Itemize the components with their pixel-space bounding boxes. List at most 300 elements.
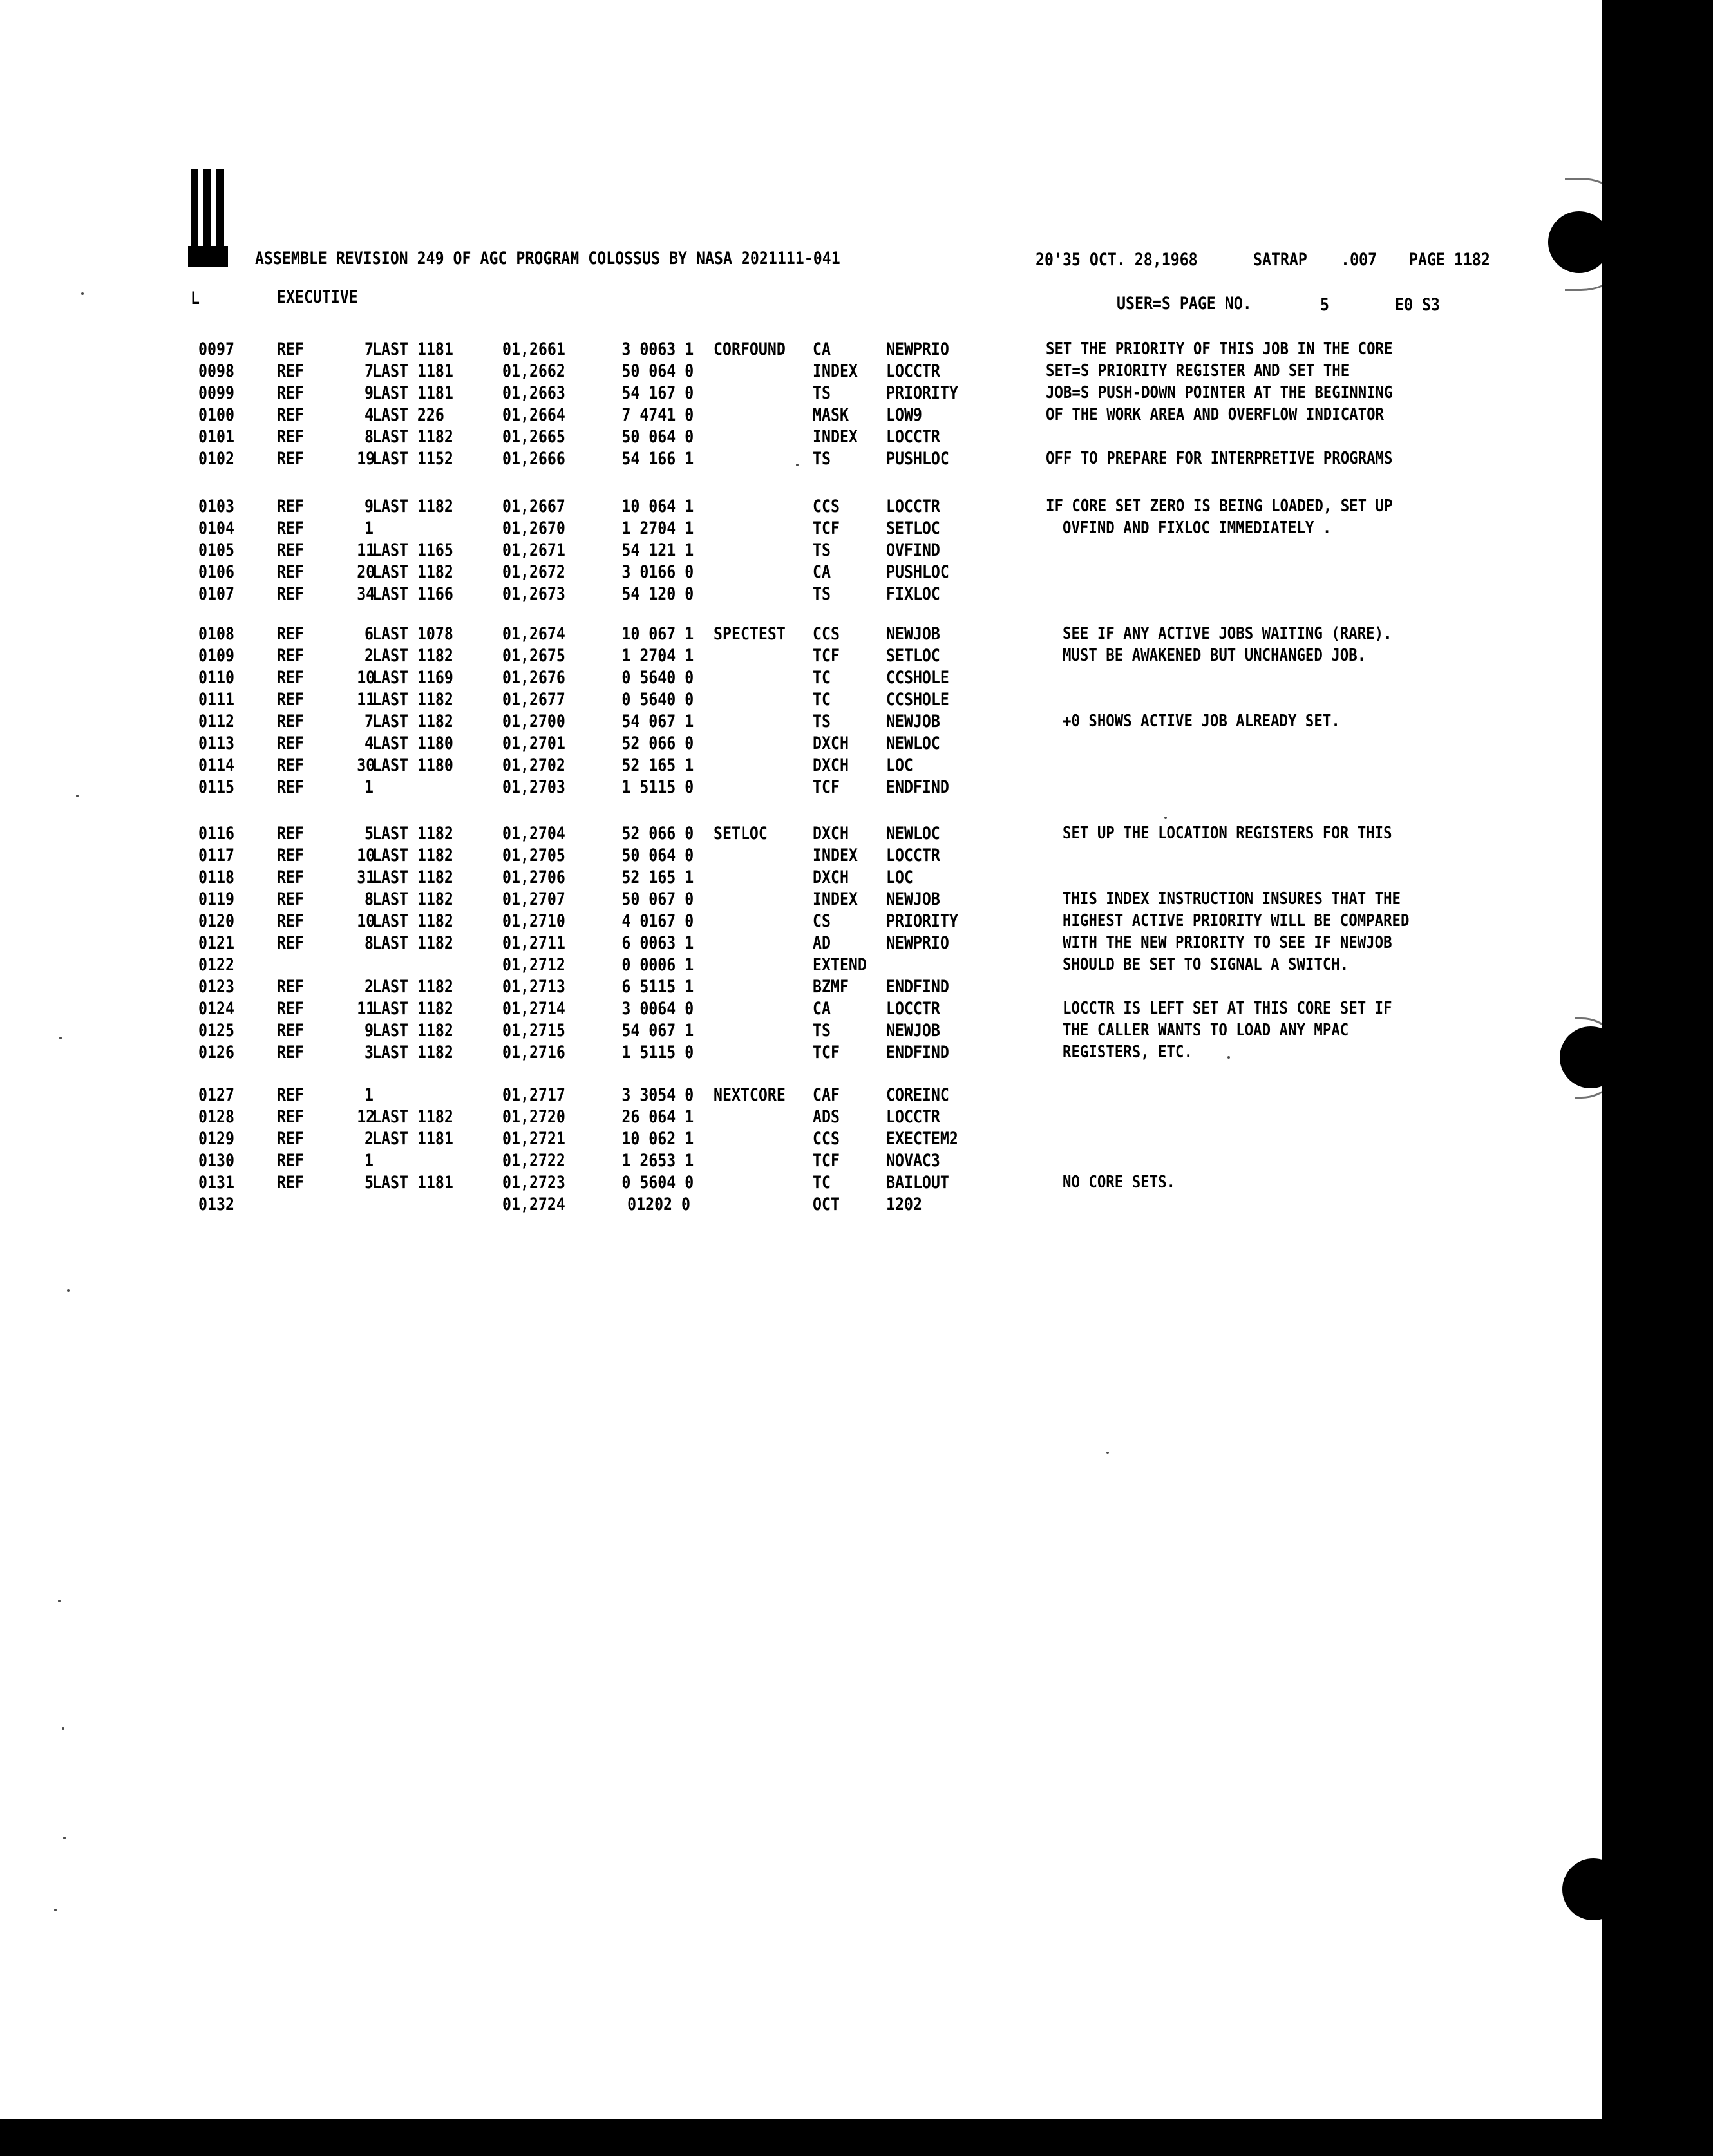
opcode: CA xyxy=(813,999,831,1019)
address: 01,2713 xyxy=(502,977,565,997)
comment-line: OFF TO PREPARE FOR INTERPRETIVE PROGRAMS xyxy=(1046,449,1393,468)
last-ref: LAST 1181 xyxy=(372,339,453,359)
line-number: 0125 xyxy=(198,1021,234,1041)
opcode: TS xyxy=(813,540,831,560)
ref-count: 11 xyxy=(357,690,375,710)
address: 01,2672 xyxy=(502,562,565,582)
line-number: 0098 xyxy=(198,361,234,381)
comment-line: +0 SHOWS ACTIVE JOB ALREADY SET. xyxy=(1063,712,1340,731)
address: 01,2721 xyxy=(502,1129,565,1149)
ref-count: 9 xyxy=(364,1021,374,1041)
ref-tag: REF xyxy=(277,733,304,753)
last-ref: LAST 1180 xyxy=(372,733,453,753)
last-ref: LAST 1182 xyxy=(372,867,453,887)
line-number: 0122 xyxy=(198,955,234,975)
opcode: TC xyxy=(813,690,831,710)
last-ref: LAST 1182 xyxy=(372,562,453,582)
ref-tag: REF xyxy=(277,977,304,997)
ref-count: 3 xyxy=(364,1043,374,1063)
ref-tag: REF xyxy=(277,911,304,931)
last-ref: LAST 1181 xyxy=(372,1129,453,1149)
opcode: CA xyxy=(813,562,831,582)
opcode: DXCH xyxy=(813,867,849,887)
comment-line: WITH THE NEW PRIORITY TO SEE IF NEWJOB xyxy=(1063,933,1392,952)
opcode: TS xyxy=(813,1021,831,1041)
ref-count: 34 xyxy=(357,584,375,604)
address: 01,2717 xyxy=(502,1085,565,1105)
opcode: CS xyxy=(813,911,831,931)
opcode: TCF xyxy=(813,1043,840,1063)
ref-tag: REF xyxy=(277,1129,304,1149)
operand: NOVAC3 xyxy=(886,1151,940,1171)
line-number: 0110 xyxy=(198,668,234,688)
listing-page-label: PAGE 1182 xyxy=(1409,250,1490,270)
operand: NEWLOC xyxy=(886,824,940,844)
last-ref: LAST 1181 xyxy=(372,1173,453,1193)
ref-count: 2 xyxy=(364,977,374,997)
octal-code: 4 0167 0 xyxy=(621,911,694,931)
line-number: 0116 xyxy=(198,824,234,844)
line-number: 0118 xyxy=(198,867,234,887)
line-number: 0117 xyxy=(198,846,234,865)
ref-tag: REF xyxy=(277,824,304,844)
operand: 1202 xyxy=(886,1195,922,1215)
address: 01,2716 xyxy=(502,1043,565,1063)
comment-line: OVFIND AND FIXLOC IMMEDIATELY . xyxy=(1063,518,1332,538)
address: 01,2675 xyxy=(502,646,565,666)
address: 01,2714 xyxy=(502,999,565,1019)
address: 01,2706 xyxy=(502,867,565,887)
opcode: INDEX xyxy=(813,889,858,909)
opcode: MASK xyxy=(813,405,849,425)
opcode: BZMF xyxy=(813,977,849,997)
operand: PRIORITY xyxy=(886,911,958,931)
octal-code: 54 167 0 xyxy=(621,383,694,403)
octal-code: 52 165 1 xyxy=(621,867,694,887)
opcode: TC xyxy=(813,668,831,688)
address: 01,2676 xyxy=(502,668,565,688)
ref-tag: REF xyxy=(277,1021,304,1041)
octal-code: 54 120 0 xyxy=(621,584,694,604)
octal-code: 52 165 1 xyxy=(621,755,694,775)
operand: NEWJOB xyxy=(886,889,940,909)
octal-code: 50 064 0 xyxy=(621,361,694,381)
punch-hole-bottom xyxy=(1562,1858,1624,1920)
symbol-label: SETLOC xyxy=(714,824,768,844)
last-ref: LAST 1180 xyxy=(372,755,453,775)
ref-tag: REF xyxy=(277,339,304,359)
ref-count: 7 xyxy=(364,361,374,381)
opcode: CCS xyxy=(813,496,840,516)
octal-code: 26 064 1 xyxy=(621,1107,694,1127)
last-ref: LAST 1182 xyxy=(372,977,453,997)
ref-count: 1 xyxy=(364,777,374,797)
opcode: TC xyxy=(813,1173,831,1193)
opcode: CA xyxy=(813,339,831,359)
octal-code: 10 064 1 xyxy=(621,496,694,516)
user-page-number: 5 xyxy=(1320,295,1329,315)
operand: PUSHLOC xyxy=(886,449,949,469)
opcode: AD xyxy=(813,933,831,953)
line-number: 0112 xyxy=(198,712,234,732)
line-number: 0107 xyxy=(198,584,234,604)
octal-code: 1 2704 1 xyxy=(621,518,694,538)
comment-line: JOB=S PUSH-DOWN POINTER AT THE BEGINNING xyxy=(1046,383,1393,402)
ref-count: 11 xyxy=(357,999,375,1019)
last-ref: LAST 1182 xyxy=(372,690,453,710)
last-ref: LAST 1182 xyxy=(372,999,453,1019)
ref-count: 6 xyxy=(364,624,374,644)
ref-count: 1 xyxy=(364,1151,374,1171)
comment-line: LOCCTR IS LEFT SET AT THIS CORE SET IF xyxy=(1063,999,1392,1018)
opcode: TCF xyxy=(813,646,840,666)
octal-code: 1 2653 1 xyxy=(621,1151,694,1171)
ref-count: 5 xyxy=(364,1173,374,1193)
operand: CCSHOLE xyxy=(886,690,949,710)
address: 01,2703 xyxy=(502,777,565,797)
address: 01,2710 xyxy=(502,911,565,931)
comment-line: MUST BE AWAKENED BUT UNCHANGED JOB. xyxy=(1063,646,1367,665)
line-number: 0097 xyxy=(198,339,234,359)
operand: PRIORITY xyxy=(886,383,958,403)
line-number: 0099 xyxy=(198,383,234,403)
listing-code: .007 xyxy=(1341,250,1377,270)
operand: ENDFIND xyxy=(886,977,949,997)
last-ref: LAST 1182 xyxy=(372,646,453,666)
section-marker: L xyxy=(191,288,200,308)
ref-tag: REF xyxy=(277,999,304,1019)
ref-count: 31 xyxy=(357,867,375,887)
opcode: TCF xyxy=(813,518,840,538)
last-ref: LAST 1078 xyxy=(372,624,453,644)
octal-code: 54 067 1 xyxy=(621,1021,694,1041)
operand: LOCCTR xyxy=(886,361,940,381)
last-ref: LAST 1182 xyxy=(372,911,453,931)
opcode: CCS xyxy=(813,1129,840,1149)
ref-tag: REF xyxy=(277,1085,304,1105)
octal-code: 3 3054 0 xyxy=(621,1085,694,1105)
opcode: INDEX xyxy=(813,846,858,865)
ref-tag: REF xyxy=(277,867,304,887)
address: 01,2720 xyxy=(502,1107,565,1127)
octal-code: 3 0063 1 xyxy=(621,339,694,359)
operand: FIXLOC xyxy=(886,584,940,604)
opcode: INDEX xyxy=(813,361,858,381)
line-number: 0108 xyxy=(198,624,234,644)
scan-border-right xyxy=(1602,0,1713,2156)
address: 01,2674 xyxy=(502,624,565,644)
comment-line: SHOULD BE SET TO SIGNAL A SWITCH. xyxy=(1063,955,1349,974)
line-number: 0113 xyxy=(198,733,234,753)
ref-tag: REF xyxy=(277,668,304,688)
last-ref: LAST 1182 xyxy=(372,846,453,865)
ref-tag: REF xyxy=(277,1173,304,1193)
operand: NEWPRIO xyxy=(886,339,949,359)
octal-code: 7 4741 0 xyxy=(621,405,694,425)
octal-code: 6 0063 1 xyxy=(621,933,694,953)
operand: NEWLOC xyxy=(886,733,940,753)
octal-code: 54 067 1 xyxy=(621,712,694,732)
line-number: 0121 xyxy=(198,933,234,953)
opcode: INDEX xyxy=(813,427,858,447)
line-number: 0106 xyxy=(198,562,234,582)
listing-ref: E0 S3 xyxy=(1395,295,1440,315)
octal-code: 50 067 0 xyxy=(621,889,694,909)
last-ref: LAST 1181 xyxy=(372,361,453,381)
line-number: 0111 xyxy=(198,690,234,710)
ref-tag: REF xyxy=(277,496,304,516)
operand: NEWJOB xyxy=(886,712,940,732)
octal-code: 01202 0 xyxy=(627,1195,690,1215)
ref-count: 5 xyxy=(364,824,374,844)
octal-code: 54 121 1 xyxy=(621,540,694,560)
octal-code: 52 066 0 xyxy=(621,733,694,753)
opcode: TCF xyxy=(813,1151,840,1171)
listing-title: ASSEMBLE REVISION 249 OF AGC PROGRAM COLOSSUS BY NASA 2021111-041 xyxy=(255,249,840,269)
ref-count: 10 xyxy=(357,911,375,931)
symbol-label: NEXTCORE xyxy=(714,1085,786,1105)
ref-tag: REF xyxy=(277,712,304,732)
address: 01,2722 xyxy=(502,1151,565,1171)
comment-line: SEE IF ANY ACTIVE JOBS WAITING (RARE). xyxy=(1063,624,1392,643)
ref-tag: REF xyxy=(277,518,304,538)
octal-code: 50 064 0 xyxy=(621,846,694,865)
opcode: TS xyxy=(813,712,831,732)
ref-count: 12 xyxy=(357,1107,375,1127)
octal-code: 10 067 1 xyxy=(621,624,694,644)
address: 01,2661 xyxy=(502,339,565,359)
ref-count: 1 xyxy=(364,518,374,538)
line-number: 0103 xyxy=(198,496,234,516)
last-ref: LAST 1182 xyxy=(372,1021,453,1041)
scan-border-bottom xyxy=(0,2119,1713,2156)
printer-mark-logo xyxy=(188,169,233,265)
opcode: TS xyxy=(813,383,831,403)
operand: CCSHOLE xyxy=(886,668,949,688)
line-number: 0105 xyxy=(198,540,234,560)
line-number: 0129 xyxy=(198,1129,234,1149)
line-number: 0119 xyxy=(198,889,234,909)
line-number: 0114 xyxy=(198,755,234,775)
address: 01,2702 xyxy=(502,755,565,775)
operand: LOCCTR xyxy=(886,1107,940,1127)
operand: LOC xyxy=(886,755,913,775)
line-number: 0131 xyxy=(198,1173,234,1193)
line-number: 0128 xyxy=(198,1107,234,1127)
line-number: 0123 xyxy=(198,977,234,997)
last-ref: LAST 1182 xyxy=(372,1043,453,1063)
opcode: CCS xyxy=(813,624,840,644)
opcode: EXTEND xyxy=(813,955,867,975)
last-ref: LAST 1182 xyxy=(372,712,453,732)
octal-code: 50 064 0 xyxy=(621,427,694,447)
operand: NEWPRIO xyxy=(886,933,949,953)
opcode: TCF xyxy=(813,777,840,797)
ref-count: 9 xyxy=(364,383,374,403)
address: 01,2704 xyxy=(502,824,565,844)
last-ref: LAST 1182 xyxy=(372,824,453,844)
operand: ENDFIND xyxy=(886,1043,949,1063)
ref-tag: REF xyxy=(277,540,304,560)
line-number: 0109 xyxy=(198,646,234,666)
comment-line: REGISTERS, ETC. xyxy=(1063,1043,1193,1062)
last-ref: LAST 1166 xyxy=(372,584,453,604)
operand: NEWJOB xyxy=(886,624,940,644)
ref-count: 8 xyxy=(364,427,374,447)
address: 01,2712 xyxy=(502,955,565,975)
symbol-label: SPECTEST xyxy=(714,624,786,644)
ref-tag: REF xyxy=(277,846,304,865)
address: 01,2673 xyxy=(502,584,565,604)
ref-count: 8 xyxy=(364,889,374,909)
ref-tag: REF xyxy=(277,427,304,447)
last-ref: LAST 226 xyxy=(372,405,444,425)
operand: LOCCTR xyxy=(886,846,940,865)
ref-count: 20 xyxy=(357,562,375,582)
octal-code: 1 2704 1 xyxy=(621,646,694,666)
ref-count: 19 xyxy=(357,449,375,469)
address: 01,2701 xyxy=(502,733,565,753)
address: 01,2724 xyxy=(502,1195,565,1215)
line-number: 0126 xyxy=(198,1043,234,1063)
octal-code: 6 5115 1 xyxy=(621,977,694,997)
octal-code: 0 0006 1 xyxy=(621,955,694,975)
line-number: 0115 xyxy=(198,777,234,797)
address: 01,2715 xyxy=(502,1021,565,1041)
ref-count: 4 xyxy=(364,733,374,753)
ref-tag: REF xyxy=(277,449,304,469)
ref-count: 10 xyxy=(357,668,375,688)
comment-line: THE CALLER WANTS TO LOAD ANY MPAC xyxy=(1063,1021,1349,1040)
opcode: TS xyxy=(813,584,831,604)
ref-tag: REF xyxy=(277,1043,304,1063)
ref-tag: REF xyxy=(277,690,304,710)
comment-line: SET UP THE LOCATION REGISTERS FOR THIS xyxy=(1063,824,1392,843)
octal-code: 1 5115 0 xyxy=(621,777,694,797)
address: 01,2677 xyxy=(502,690,565,710)
last-ref: LAST 1182 xyxy=(372,889,453,909)
octal-code: 0 5640 0 xyxy=(621,690,694,710)
address: 01,2671 xyxy=(502,540,565,560)
octal-code: 3 0064 0 xyxy=(621,999,694,1019)
last-ref: LAST 1165 xyxy=(372,540,453,560)
operand: EXECTEM2 xyxy=(886,1129,958,1149)
opcode: CAF xyxy=(813,1085,840,1105)
ref-count: 11 xyxy=(357,540,375,560)
operand: BAILOUT xyxy=(886,1173,949,1193)
operand: LOC xyxy=(886,867,913,887)
opcode: ADS xyxy=(813,1107,840,1127)
octal-code: 0 5604 0 xyxy=(621,1173,694,1193)
ref-tag: REF xyxy=(277,933,304,953)
address: 01,2707 xyxy=(502,889,565,909)
listing-user: SATRAP xyxy=(1253,250,1307,270)
ref-count: 7 xyxy=(364,712,374,732)
address: 01,2662 xyxy=(502,361,565,381)
ref-tag: REF xyxy=(277,1107,304,1127)
ref-tag: REF xyxy=(277,777,304,797)
address: 01,2705 xyxy=(502,846,565,865)
ref-tag: REF xyxy=(277,584,304,604)
comment-line: SET=S PRIORITY REGISTER AND SET THE xyxy=(1046,361,1350,381)
opcode: DXCH xyxy=(813,824,849,844)
last-ref: LAST 1169 xyxy=(372,668,453,688)
line-number: 0104 xyxy=(198,518,234,538)
line-number: 0132 xyxy=(198,1195,234,1215)
ref-tag: REF xyxy=(277,1151,304,1171)
comment-line: OF THE WORK AREA AND OVERFLOW INDICATOR xyxy=(1046,405,1385,424)
line-number: 0130 xyxy=(198,1151,234,1171)
line-number: 0100 xyxy=(198,405,234,425)
operand: OVFIND xyxy=(886,540,940,560)
octal-code: 54 166 1 xyxy=(621,449,694,469)
line-number: 0124 xyxy=(198,999,234,1019)
address: 01,2665 xyxy=(502,427,565,447)
ref-tag: REF xyxy=(277,405,304,425)
opcode: DXCH xyxy=(813,755,849,775)
ref-tag: REF xyxy=(277,624,304,644)
ref-tag: REF xyxy=(277,383,304,403)
address: 01,2670 xyxy=(502,518,565,538)
operand: SETLOC xyxy=(886,646,940,666)
address: 01,2700 xyxy=(502,712,565,732)
octal-code: 52 066 0 xyxy=(621,824,694,844)
address: 01,2711 xyxy=(502,933,565,953)
ref-tag: REF xyxy=(277,562,304,582)
ref-count: 30 xyxy=(357,755,375,775)
operand: COREINC xyxy=(886,1085,949,1105)
ref-tag: REF xyxy=(277,755,304,775)
last-ref: LAST 1181 xyxy=(372,383,453,403)
address: 01,2664 xyxy=(502,405,565,425)
operand: LOCCTR xyxy=(886,427,940,447)
ref-count: 7 xyxy=(364,339,374,359)
ref-tag: REF xyxy=(277,889,304,909)
operand: NEWJOB xyxy=(886,1021,940,1041)
address: 01,2723 xyxy=(502,1173,565,1193)
comment-line: NO CORE SETS. xyxy=(1063,1173,1176,1192)
opcode: TS xyxy=(813,449,831,469)
operand: LOCCTR xyxy=(886,496,940,516)
line-number: 0120 xyxy=(198,911,234,931)
section-name: EXECUTIVE xyxy=(277,287,358,307)
comment-line: SET THE PRIORITY OF THIS JOB IN THE CORE xyxy=(1046,339,1393,359)
last-ref: LAST 1182 xyxy=(372,496,453,516)
opcode: OCT xyxy=(813,1195,840,1215)
line-number: 0102 xyxy=(198,449,234,469)
octal-code: 0 5640 0 xyxy=(621,668,694,688)
operand: LOW9 xyxy=(886,405,922,425)
listing-datetime: 20'35 OCT. 28,1968 xyxy=(1036,250,1198,270)
operand: LOCCTR xyxy=(886,999,940,1019)
ref-count: 10 xyxy=(357,846,375,865)
last-ref: LAST 1152 xyxy=(372,449,453,469)
ref-count: 9 xyxy=(364,496,374,516)
ref-count: 8 xyxy=(364,933,374,953)
comment-line: IF CORE SET ZERO IS BEING LOADED, SET UP xyxy=(1046,496,1393,516)
line-number: 0127 xyxy=(198,1085,234,1105)
symbol-label: CORFOUND xyxy=(714,339,786,359)
operand: PUSHLOC xyxy=(886,562,949,582)
address: 01,2663 xyxy=(502,383,565,403)
last-ref: LAST 1182 xyxy=(372,427,453,447)
user-page-label: USER=S PAGE NO. xyxy=(1117,294,1252,314)
line-number: 0101 xyxy=(198,427,234,447)
ref-count: 1 xyxy=(364,1085,374,1105)
octal-code: 1 5115 0 xyxy=(621,1043,694,1063)
comment-line: HIGHEST ACTIVE PRIORITY WILL BE COMPARED xyxy=(1063,911,1410,931)
ref-count: 4 xyxy=(364,405,374,425)
